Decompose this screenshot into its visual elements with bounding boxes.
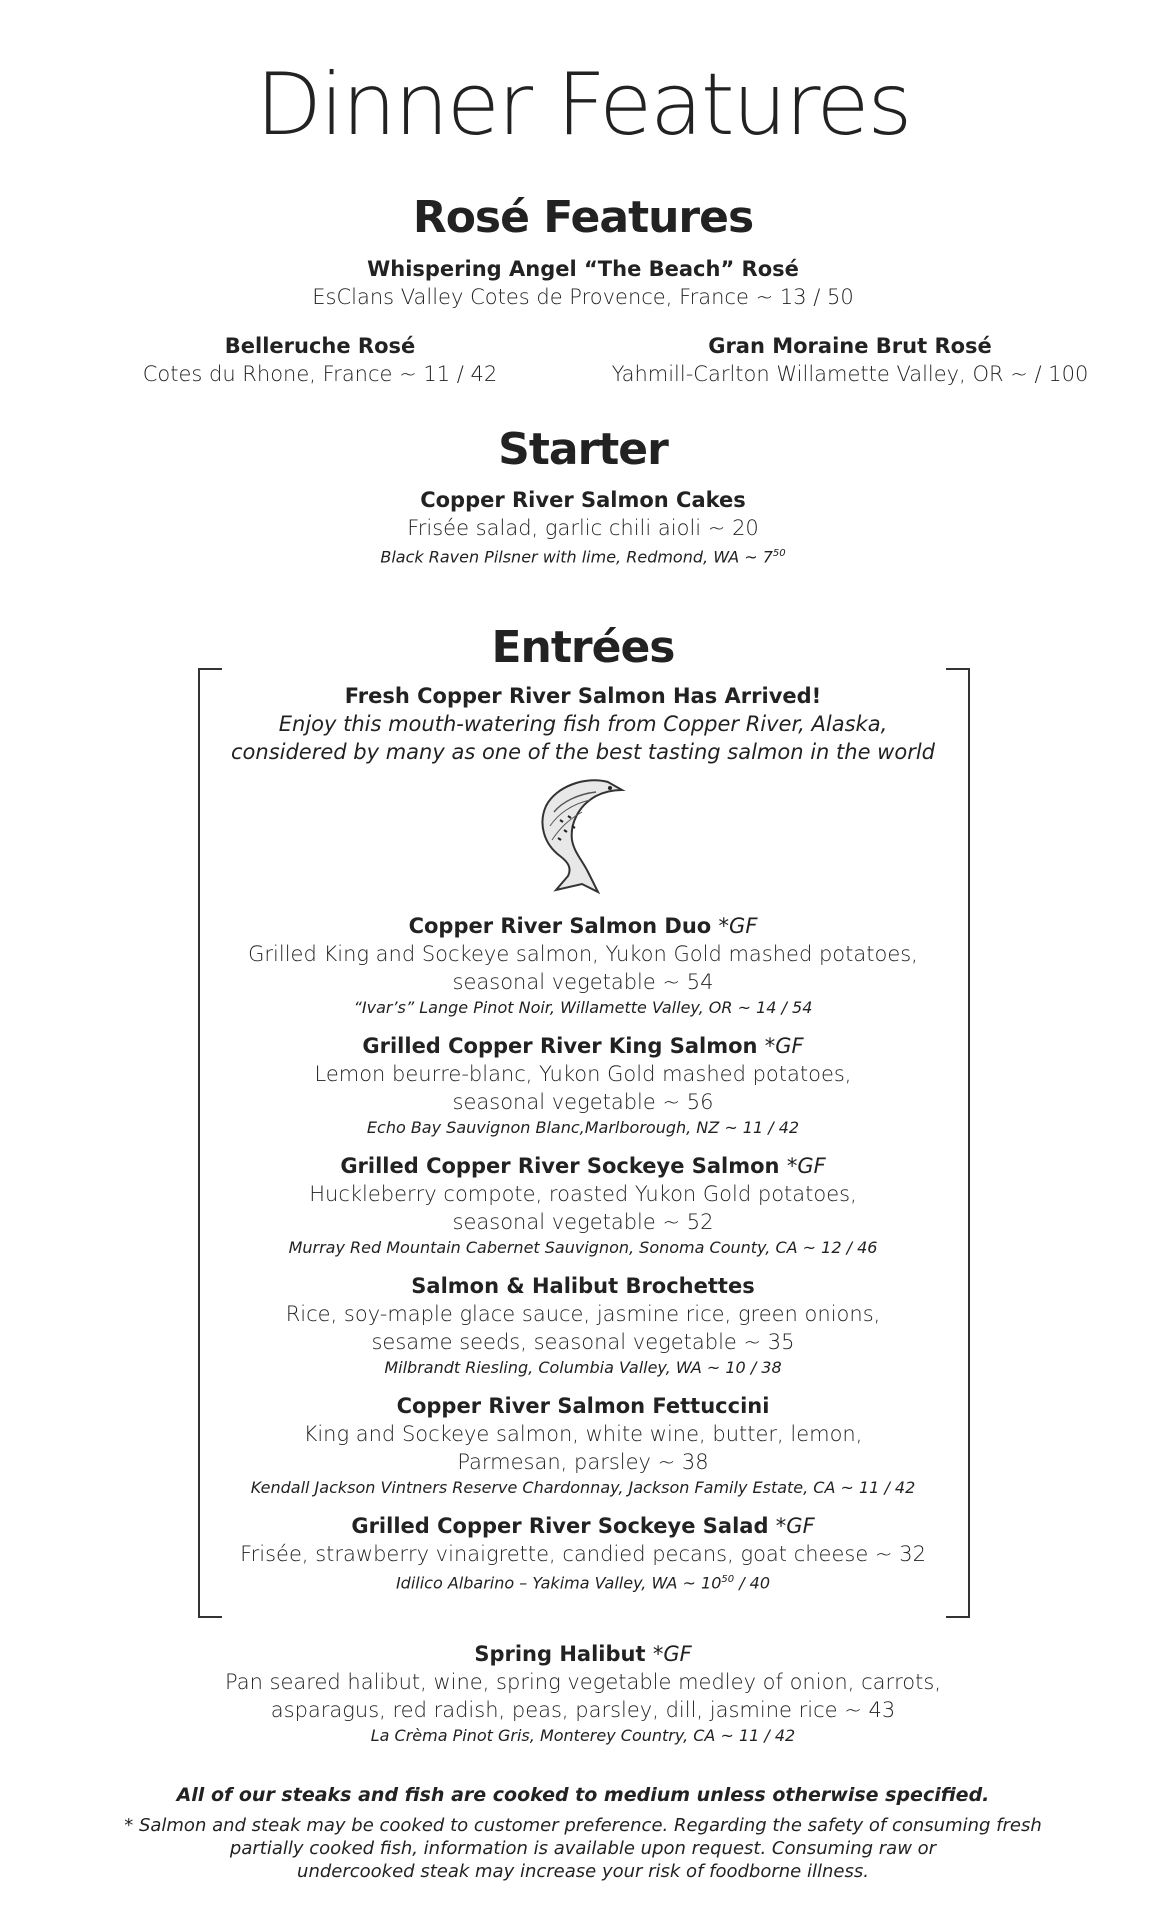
- entree-name: [0, 1272, 1166, 1300]
- entree-desc-1: Frisée, strawberry vinaigrette, candied pecans, goat cheese ~ 32: [240, 1542, 926, 1566]
- rose-right: [610, 332, 1090, 388]
- entree-desc-1: Grilled King and Sockeye salmon, Yukon Gold mashed potatoes,: [248, 942, 918, 966]
- gf-tag: *GF: [718, 914, 758, 938]
- rose-featured-name: Whispering Angel “The Beach” Rosé: [367, 257, 799, 281]
- entrees-intro-line1: Enjoy this mouth-watering fish from Copper River, Alaska,: [278, 712, 888, 736]
- entree-name: [0, 912, 1166, 940]
- gf-tag: *GF: [764, 1034, 804, 1058]
- footer-notes: [0, 1782, 1166, 1883]
- footer-line-2: partially cooked fish, information is available upon request. Consuming raw or: [229, 1838, 937, 1859]
- entree-desc-1: Rice, soy-maple glace sauce, jasmine rice, green onions,: [285, 1302, 881, 1326]
- gf-tag: *GF: [775, 1514, 815, 1538]
- pairing-text: Idilico Albarino – Yakima Valley, WA ~ 10: [395, 1573, 722, 1593]
- entree-desc-2: Parmesan, parsley ~ 38: [457, 1450, 709, 1474]
- starter-desc: Frisée salad, garlic chili aioli ~ 20: [407, 516, 759, 540]
- entree-desc-1: Huckleberry compote, roasted Yukon Gold potatoes,: [309, 1182, 857, 1206]
- entree-pairing: Echo Bay Sauvignon Blanc,Marlborough, NZ ~ 11 / 42: [366, 1118, 800, 1137]
- entree-desc-2: seasonal vegetable ~ 52: [452, 1210, 714, 1234]
- entree-name: [0, 1392, 1166, 1420]
- entree-pairing: “Ivar’s” Lange Pinot Noir, Willamette Valley, OR ~ 14 / 54: [353, 998, 813, 1017]
- gf-tag: *GF: [652, 1642, 692, 1666]
- halibut-item: [0, 1640, 1166, 1748]
- rose-featured: [0, 255, 1166, 311]
- starter-heading: Starter: [498, 424, 668, 475]
- entree-name-text: Copper River Salmon Fettuccini: [396, 1394, 770, 1418]
- entree-name: [0, 1032, 1166, 1060]
- starter-item: [0, 486, 1166, 569]
- entree-desc-2: seasonal vegetable ~ 54: [452, 970, 714, 994]
- halibut-name: [0, 1640, 1166, 1668]
- entree-name-text: Grilled Copper River Sockeye Salmon: [340, 1154, 780, 1178]
- entree-item: [0, 1152, 1166, 1260]
- halibut-pairing: La Crèma Pinot Gris, Monterey Country, CA ~ 11 / 42: [370, 1726, 796, 1745]
- salmon-illustration: [538, 776, 628, 894]
- rose-left-name: Belleruche Rosé: [224, 334, 416, 358]
- entree-pairing: Milbrandt Riesling, Columbia Valley, WA ~ 10 / 38: [384, 1358, 782, 1377]
- entree-desc-2: seasonal vegetable ~ 56: [452, 1090, 714, 1114]
- entree-pairing: [0, 1568, 1166, 1595]
- rose-left: [120, 332, 520, 388]
- entree-name-text: Copper River Salmon Duo: [408, 914, 712, 938]
- entree-item: [0, 1392, 1166, 1500]
- starter-pairing-text: Black Raven Pilsner with lime, Redmond, WA ~ 7: [380, 547, 773, 567]
- halibut-name-text: Spring Halibut: [474, 1642, 646, 1666]
- rose-featured-desc: EsClans Valley Cotes de Provence, France ~ 13 / 50: [312, 285, 854, 309]
- entree-name: [0, 1512, 1166, 1540]
- rose-right-name: Gran Moraine Brut Rosé: [708, 334, 992, 358]
- entree-pairing: Kendall Jackson Vintners Reserve Chardonnay, Jackson Family Estate, CA ~ 11 / 42: [250, 1478, 916, 1497]
- entree-name: [0, 1152, 1166, 1180]
- entree-desc-1: Lemon beurre-blanc, Yukon Gold mashed potatoes,: [314, 1062, 852, 1086]
- page-title: Dinner Features: [255, 55, 911, 155]
- halibut-desc-1: Pan seared halibut, wine, spring vegetable medley of onion, carrots,: [224, 1670, 942, 1694]
- gf-tag: *GF: [786, 1154, 826, 1178]
- rose-right-desc: Yahmill-Carlton Willamette Valley, OR ~ / 100: [611, 362, 1089, 386]
- entree-pairing: Murray Red Mountain Cabernet Sauvignon, Sonoma County, CA ~ 12 / 46: [288, 1238, 878, 1257]
- entree-desc-1: King and Sockeye salmon, white wine, butter, lemon,: [303, 1422, 863, 1446]
- footer-line-1: * Salmon and steak may be cooked to customer preference. Regarding the safety of consuming fresh: [124, 1815, 1042, 1836]
- entree-item: [0, 1272, 1166, 1380]
- rose-left-desc: Cotes du Rhone, France ~ 11 / 42: [142, 362, 498, 386]
- starter-pairing-sup: 50: [772, 548, 786, 559]
- entree-item: [0, 1032, 1166, 1140]
- entree-name-text: Salmon & Halibut Brochettes: [411, 1274, 755, 1298]
- entree-desc-2: sesame seeds, seasonal vegetable ~ 35: [371, 1330, 795, 1354]
- footer-bold-note: All of our steaks and fish are cooked to medium unless otherwise specified.: [176, 1784, 990, 1806]
- entrees-heading: Entrées: [491, 622, 675, 673]
- entrees-intro-line2: considered by many as one of the best tasting salmon in the world: [231, 740, 935, 764]
- rose-heading: Rosé Features: [412, 192, 754, 243]
- entrees-intro: [0, 682, 1166, 766]
- entree-name-text: Grilled Copper River Sockeye Salad: [351, 1514, 769, 1538]
- pairing-sup: 50: [721, 1574, 735, 1585]
- starter-pairing: [0, 542, 1166, 569]
- entrees-list: [0, 912, 1166, 1595]
- entrees-intro-title: Fresh Copper River Salmon Has Arrived!: [344, 684, 822, 708]
- entree-item: [0, 912, 1166, 1020]
- pairing-price: / 40: [734, 1573, 771, 1593]
- entree-item-salad: [0, 1512, 1166, 1595]
- entree-name-text: Grilled Copper River King Salmon: [362, 1034, 758, 1058]
- starter-name: Copper River Salmon Cakes: [420, 488, 746, 512]
- footer-line-3: undercooked steak may increase your risk of foodborne illness.: [297, 1861, 869, 1882]
- halibut-desc-2: asparagus, red radish, peas, parsley, dill, jasmine rice ~ 43: [270, 1698, 896, 1722]
